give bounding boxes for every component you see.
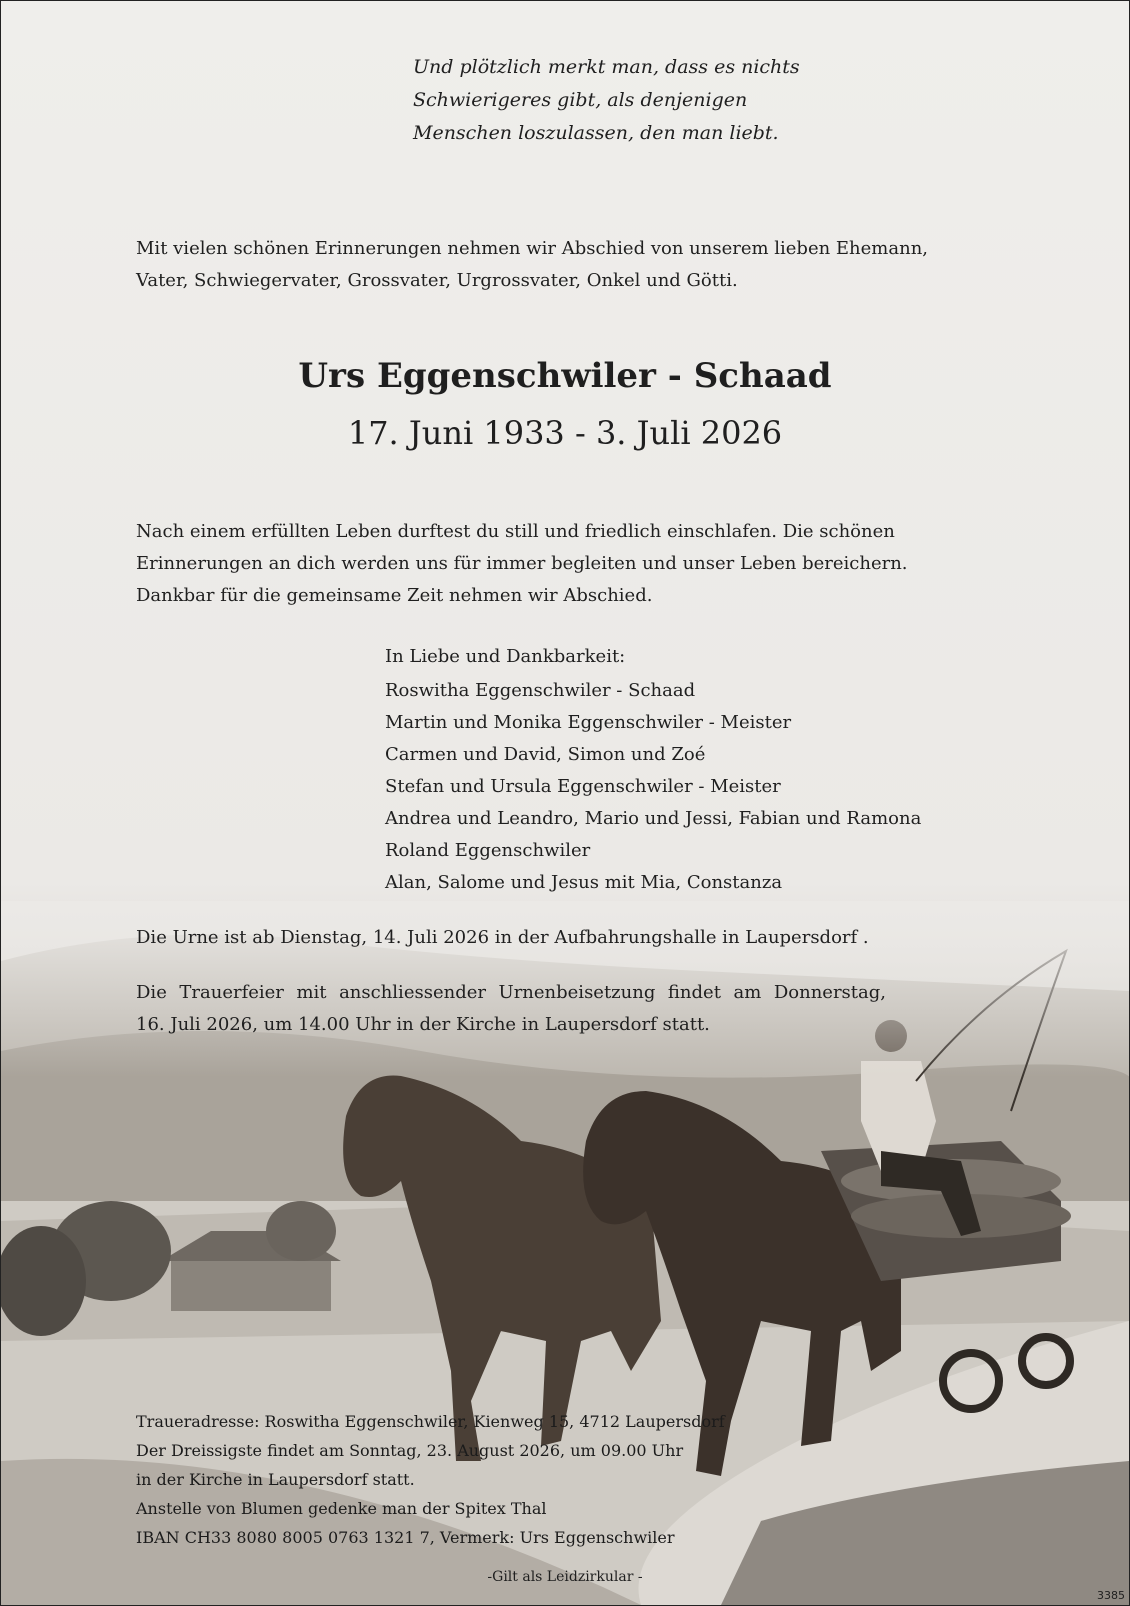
intro-line: Vater, Schwiegervater, Grossvater, Urgrossvater, Onkel und Götti.: [136, 270, 738, 291]
mourner-name: Andrea und Leandro, Mario und Jessi, Fabian und Ramona: [385, 808, 922, 829]
memorial-mass-line: Der Dreissigste findet am Sonntag, 23. August 2026, um 09.00 Uhr: [136, 1441, 684, 1460]
urn-notice: Die Urne ist ab Dienstag, 14. Juli 2026 in der Aufbahrungshalle in Laupersdorf .: [136, 927, 869, 948]
iban-line: IBAN CH33 8080 8005 0763 1321 7, Vermerk: Urs Eggenschwiler: [136, 1528, 675, 1547]
deceased-name: Urs Eggenschwiler - Schaad: [298, 356, 832, 396]
ad-code: 3385: [1097, 1589, 1125, 1602]
intro-paragraph: [136, 233, 996, 297]
message-line: Dankbar für die gemeinsame Zeit nehmen wir Abschied.: [136, 585, 653, 606]
funeral-service-notice: [136, 977, 886, 1041]
mourner-name: Stefan und Ursula Eggenschwiler - Meister: [385, 776, 781, 797]
farewell-message: [136, 516, 996, 612]
motto-quote: [413, 51, 800, 150]
donation-note: Anstelle von Blumen gedenke man der Spitex Thal: [136, 1499, 547, 1518]
circular-note: -Gilt als Leidzirkular -: [487, 1569, 643, 1585]
memorial-mass-line: in der Kirche in Laupersdorf statt.: [136, 1470, 415, 1489]
mourner-name: Alan, Salome und Jesus mit Mia, Constanza: [385, 872, 783, 893]
life-dates: 17. Juni 1933 - 3. Juli 2026: [347, 414, 783, 452]
mourner-name: Roswitha Eggenschwiler - Schaad: [385, 680, 696, 701]
mourners-heading: In Liebe und Dankbarkeit:: [385, 646, 626, 667]
service-line: 16. Juli 2026, um 14.00 Uhr in der Kirche in Laupersdorf statt.: [136, 1014, 710, 1035]
service-line: Die Trauerfeier mit anschliessender Urnenbeisetzung findet am Donnerstag,: [136, 982, 886, 1003]
motto-line: Menschen loszulassen, den man liebt.: [413, 122, 779, 144]
motto-line: Schwierigeres gibt, als denjenigen: [413, 89, 748, 111]
mourner-name: Roland Eggenschwiler: [385, 840, 591, 861]
motto-line: Und plötzlich merkt man, dass es nichts: [413, 56, 800, 78]
message-line: Erinnerungen an dich werden uns für immer begleiten und unser Leben bereichern.: [136, 553, 908, 574]
footer-info: [136, 1407, 725, 1552]
message-line: Nach einem erfüllten Leben durftest du still und friedlich einschlafen. Die schönen: [136, 521, 895, 542]
intro-line: Mit vielen schönen Erinnerungen nehmen wir Abschied von unserem lieben Ehemann,: [136, 238, 929, 259]
mourner-name: Carmen und David, Simon und Zoé: [385, 744, 706, 765]
mourning-address: Traueradresse: Roswitha Eggenschwiler, Kienweg 15, 4712 Laupersdorf: [136, 1412, 725, 1431]
mourners-list: [385, 641, 921, 899]
mourner-name: Martin und Monika Eggenschwiler - Meister: [385, 712, 792, 733]
